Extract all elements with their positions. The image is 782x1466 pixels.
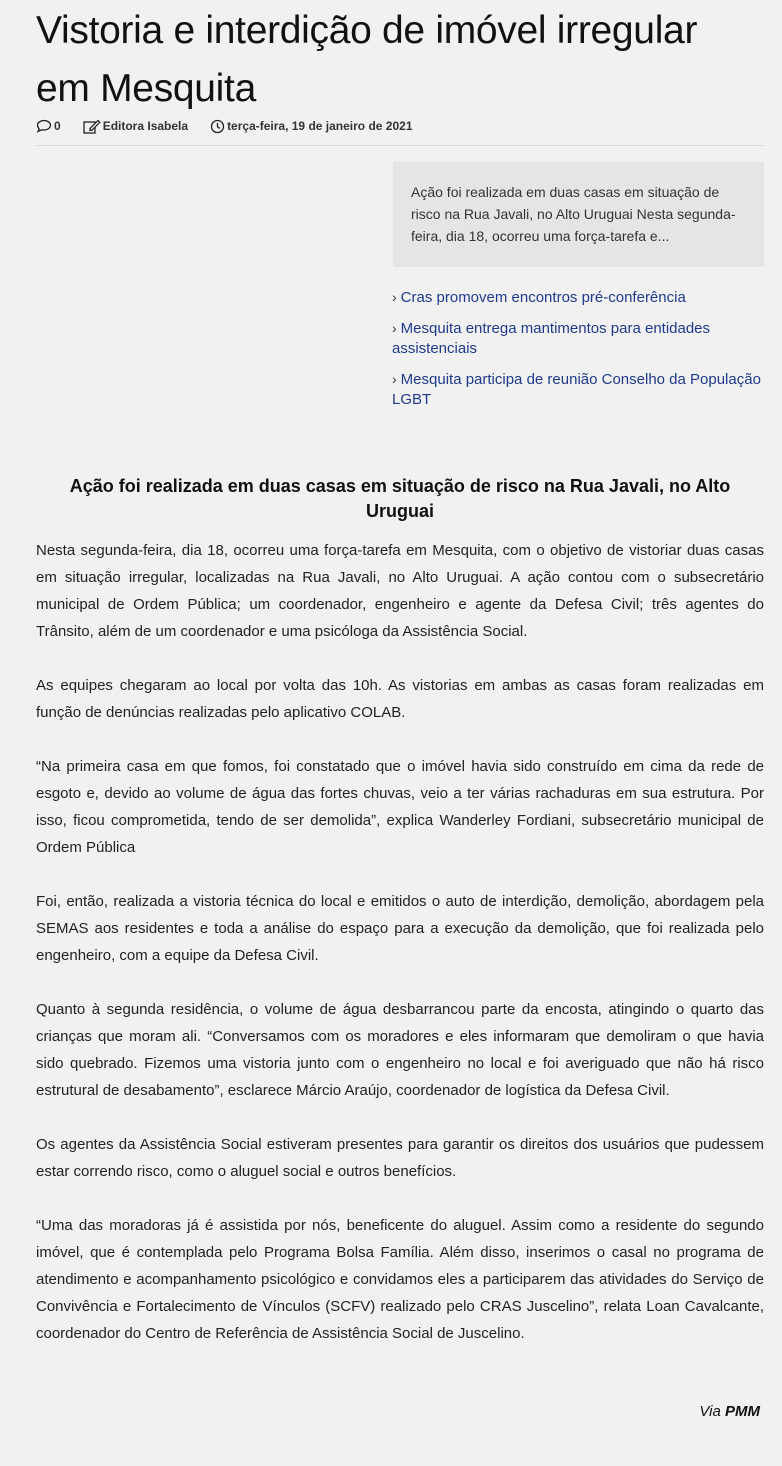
article-paragraph: As equipes chegaram ao local por volta das 10h. As vistorias em ambas as casas foram realizadas em função de denúncias realizadas pelo aplicativo COLAB. — [36, 677, 764, 721]
article-subtitle: Ação foi realizada em duas casas em situação de risco na Rua Javali, no Alto Uruguai — [69, 476, 731, 521]
related-link-label: Mesquita participa de reunião Conselho da População LGBT — [392, 371, 761, 408]
article-paragraph: Quanto à segunda residência, o volume de água desbarrancou parte da encosta, atingindo o quarto das crianças que moram ali. “Conversamos com os moradores e eles informaram que demoliram o que havia sido quebrado. Fizemos uma vistoria junto com o engenheiro no local e foi averiguado que não há risco estrutural de desabamento”, esclarece Márcio Araújo, coordenador de logística da Defesa Civil. — [36, 1001, 764, 1099]
related-link-label: Cras promovem encontros pré-conferência — [400, 289, 686, 306]
comments-count[interactable] — [36, 119, 61, 133]
article-body — [36, 537, 764, 1374]
comment-bubble-icon — [36, 119, 52, 133]
article-paragraph: Os agentes da Assistência Social estiveram presentes para garantir os direitos dos usuários que pudessem estar correndo risco, como o aluguel social e outros benefícios. — [36, 1136, 764, 1180]
chevron-right-icon: › — [392, 371, 397, 387]
related-articles — [392, 287, 764, 420]
chevron-right-icon: › — [392, 320, 397, 336]
related-link-label: Mesquita entrega mantimentos para entidades assistenciais — [392, 320, 711, 357]
article-paragraph: “Na primeira casa em que fomos, foi constatado que o imóvel havia sido construído em cima da rede de esgoto e, devido ao volume de água das fortes chuvas, veio a ter várias rachaduras em sua estrutura. Por isso, ficou comprometida, tendo de ser demolida”, explica Wanderley Fordiani, subsecretário municipal de Ordem Pública — [36, 758, 764, 856]
author-name: Editora Isabela — [102, 119, 189, 133]
article-paragraph: Foi, então, realizada a vistoria técnica do local e emitidos o auto de interdição, demolição, abordagem pela SEMAS aos residentes e toda a análise do espaço para a execução da demolição, que foi realizada pelo engenheiro, com a equipe da Defesa Civil. — [36, 893, 764, 964]
article-title: Vistoria e interdição de imóvel irregular em Mesquita — [36, 9, 698, 110]
publish-date-value: terça-feira, 19 de janeiro de 2021 — [227, 119, 413, 133]
source-credit — [699, 1403, 760, 1420]
article-summary-box: Ação foi realizada em duas casas em situação de risco na Rua Javali, no Alto Uruguai Nesta segunda-feira, dia 18, ocorreu uma força-tarefa e... — [393, 162, 764, 267]
article-paragraph: “Uma das moradoras já é assistida por nós, beneficente do aluguel. Assim como a residente do segundo imóvel, que é contemplada pelo Programa Bolsa Família. Além disso, inserimos o casal no programa de atendimento e acompanhamento psicológico e convidamos eles a participarem das atividades do Serviço de Convivência e Fortalecimento de Vínculos (SCFV) realizado pelo CRAS Juscelino”, relata Loan Cavalcante, coordenador do Centro de Referência de Assistência Social de Juscelino. — [36, 1217, 764, 1342]
article-meta — [36, 117, 435, 135]
clock-icon — [210, 119, 225, 134]
publish-date — [210, 119, 412, 134]
source-credit-name: PMM — [725, 1403, 760, 1420]
article-paragraph: Nesta segunda-feira, dia 18, ocorreu uma força-tarefa em Mesquita, com o objetivo de vistoriar duas casas em situação irregular, localizadas na Rua Javali, no Alto Uruguai. A ação contou com o subsecretário municipal de Ordem Pública; um coordenador, engenheiro e agente da Defesa Civil; três agentes do Trânsito, além de um coordenador e uma psicóloga da Assistência Social. — [36, 542, 764, 640]
chevron-right-icon: › — [392, 289, 397, 305]
related-link[interactable] — [392, 287, 764, 308]
comments-count-value: 0 — [54, 119, 61, 133]
source-credit-label: Via — [699, 1403, 721, 1420]
related-link[interactable] — [392, 369, 764, 410]
author-link[interactable] — [83, 119, 188, 134]
title-divider — [36, 145, 764, 146]
pencil-icon — [83, 119, 101, 134]
related-link[interactable] — [392, 318, 764, 359]
